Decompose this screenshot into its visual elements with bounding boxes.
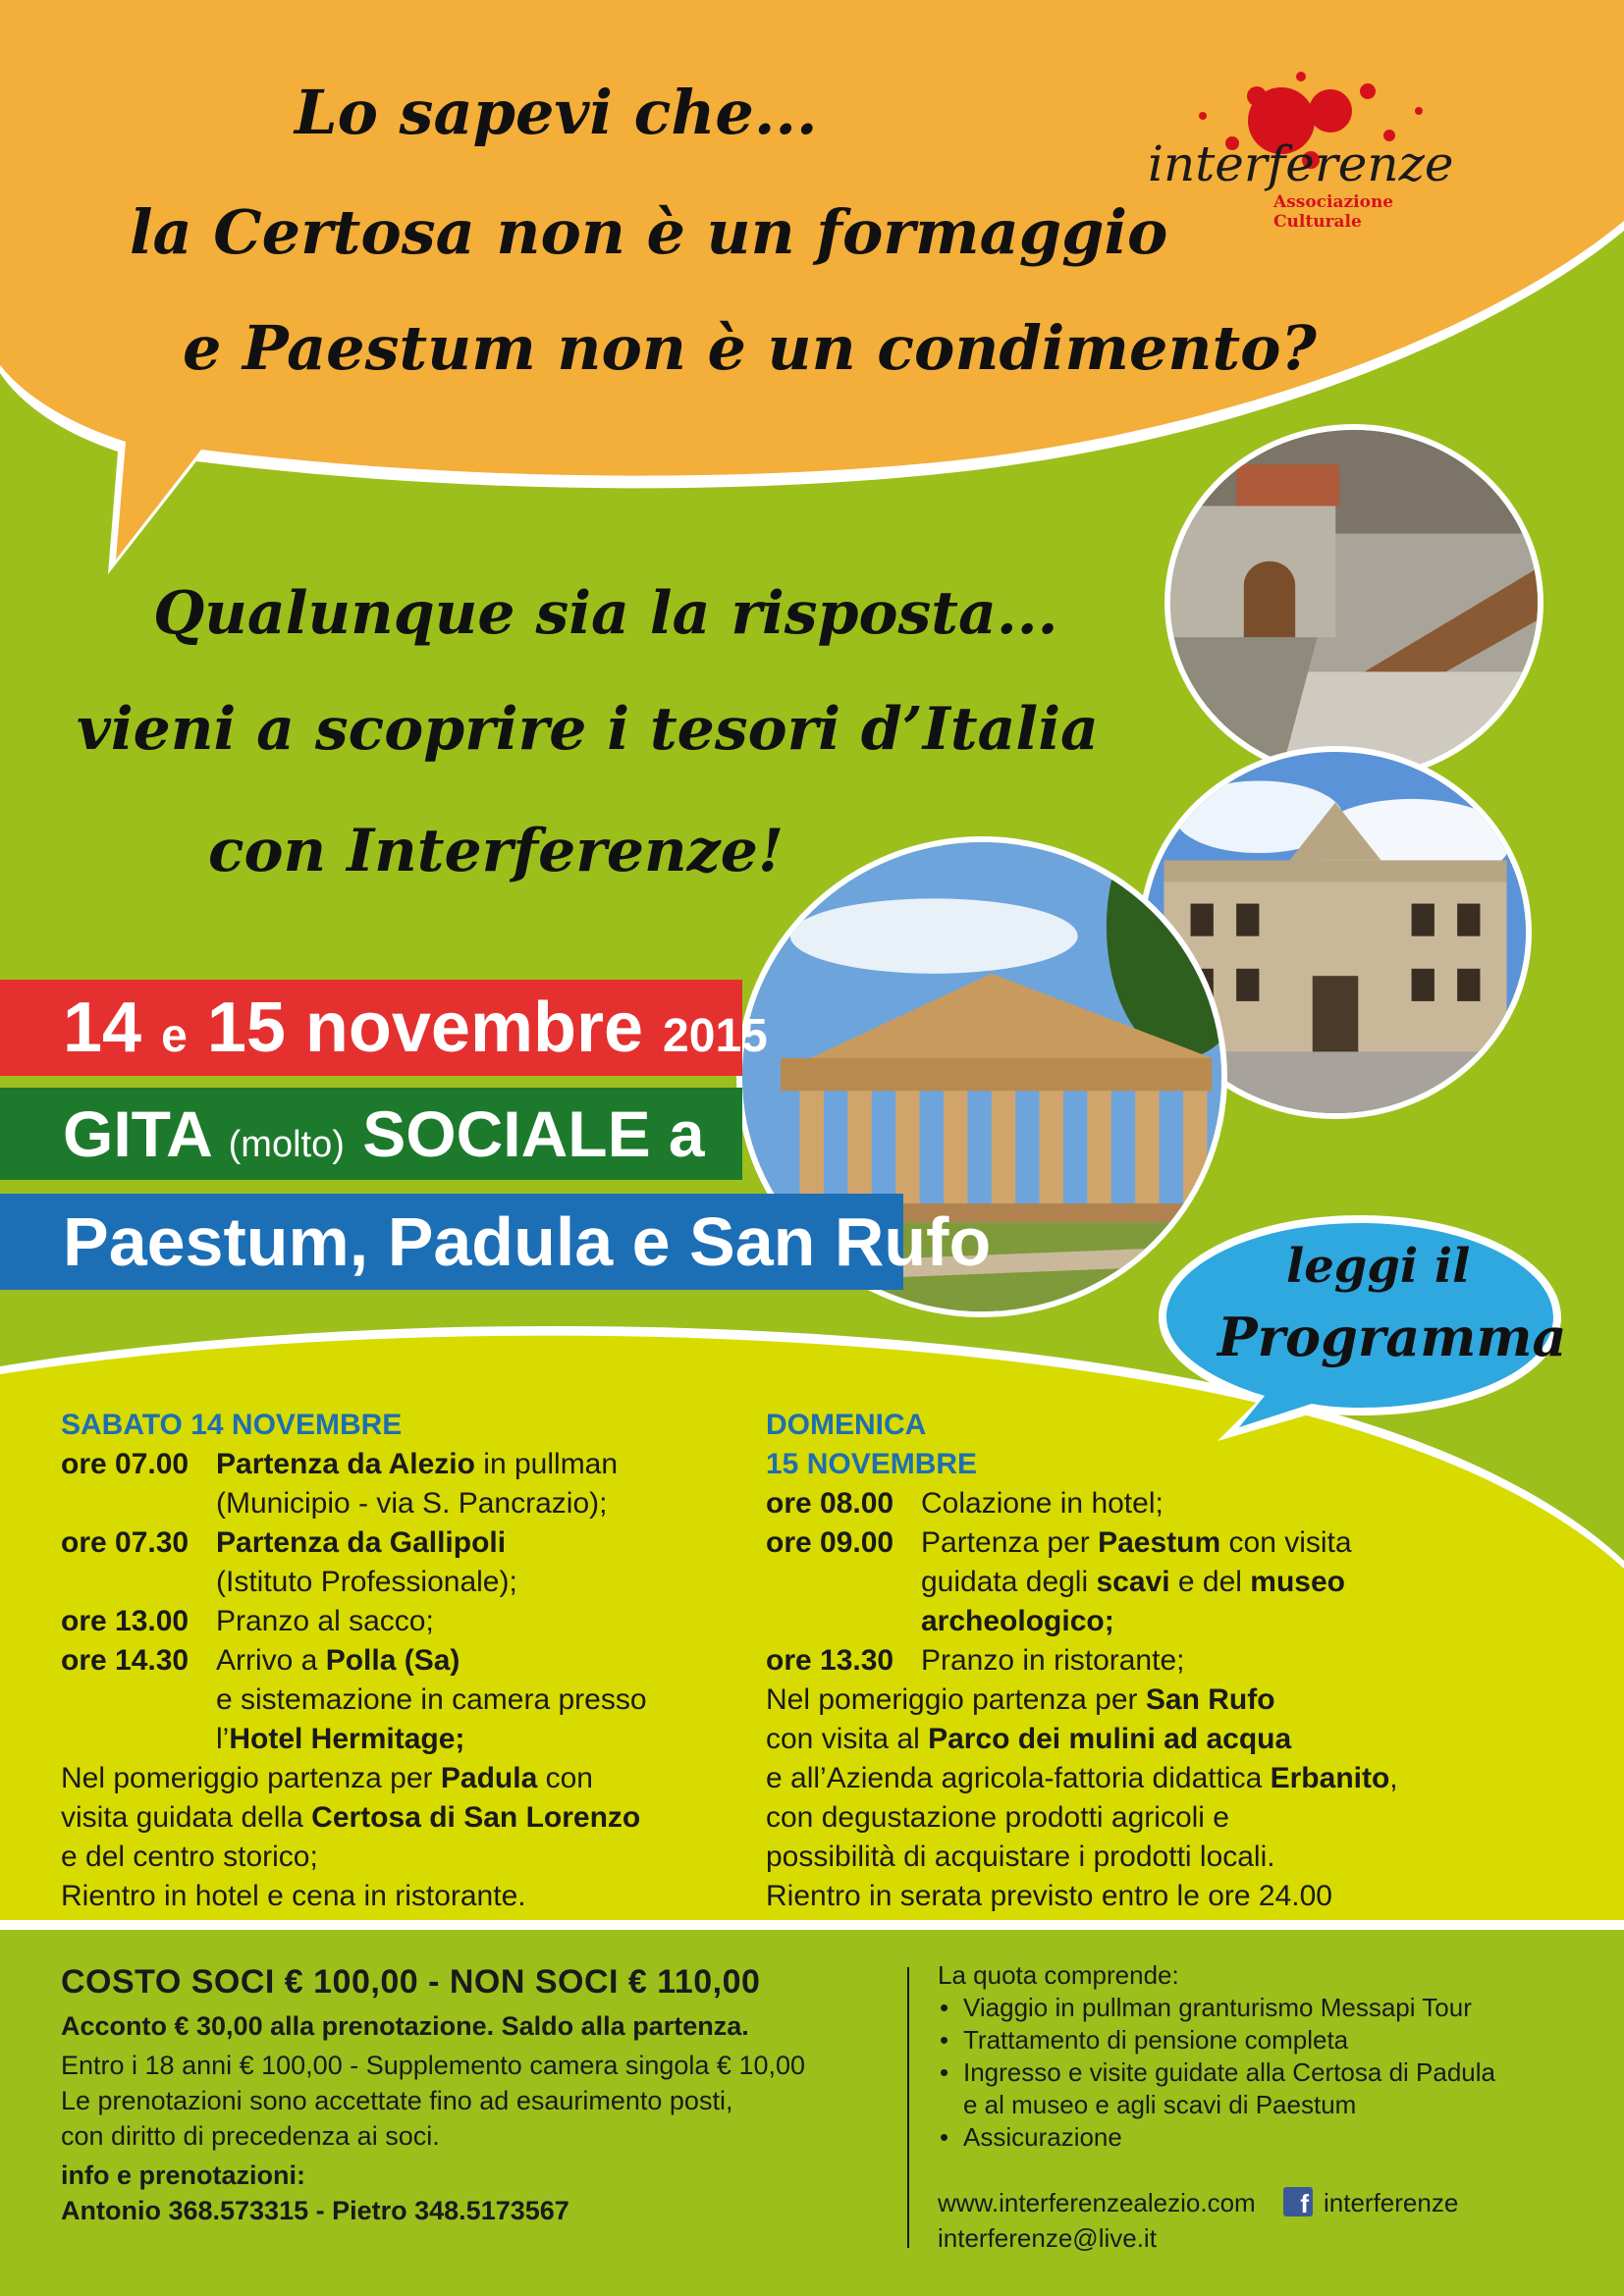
item-cont: (Municipio - via S. Pancrazio); [216, 1487, 608, 1520]
trip-gita: GITA [63, 1097, 211, 1170]
item-text: Colazione in hotel; [921, 1487, 1164, 1520]
item-cont-2: l’Hotel Hermitage; [216, 1723, 465, 1755]
trip-sociale: SOCIALE a [362, 1097, 705, 1170]
sunday-heading-1: DOMENICA [766, 1409, 927, 1441]
headline-line-1: Lo sapevi che... [295, 77, 818, 148]
contacts: Antonio 368.573315 - Pietro 348.5173567 [61, 2196, 569, 2225]
item-text: Pranzo al sacco; [216, 1605, 434, 1637]
facebook-icon[interactable]: f [1283, 2187, 1313, 2216]
photo-san-rufo-mills [1164, 424, 1543, 781]
includes-item-cont: e al museo e agli scavi di Paestum [963, 2090, 1357, 2119]
date-year: 2015 [663, 1010, 768, 1062]
sunday-para-4: con degustazione prodotti agricoli e [766, 1801, 1229, 1834]
programma-bubble-line-2: Programma [1218, 1306, 1567, 1368]
saturday-item [61, 1445, 729, 1523]
item-text: Pranzo in ristorante; [921, 1644, 1185, 1677]
headline-line-2: la Certosa non è un formaggio [130, 196, 1168, 268]
item-bold: Partenza da Gallipoli [216, 1526, 507, 1559]
item-bold: Polla (Sa) [325, 1644, 460, 1677]
date-band [0, 980, 768, 1076]
item-time: ore 07.00 [61, 1448, 189, 1480]
includes-item: • Ingresso e visite guidate alla Certosa di Padula [938, 2056, 1566, 2089]
saturday-para-2: visita guidata della Certosa di San Lorenzo [61, 1801, 641, 1834]
subheadline-line-2: vieni a scoprire i tesori d’Italia [77, 695, 1099, 764]
saturday-item [61, 1602, 729, 1641]
includes-item: • Viaggio in pullman granturismo Messapi Tour [938, 1992, 1566, 2024]
headline-line-3: e Paestum non è un condimento? [183, 312, 1317, 384]
costs-line-3: con diritto di precedenza ai soci. [61, 2121, 440, 2151]
saturday-para-3: e del centro storico; [61, 1841, 318, 1873]
date-day-1: 14 [63, 988, 142, 1067]
saturday-item [61, 1523, 729, 1602]
website-link[interactable]: www.interferenzealezio.com [938, 2188, 1256, 2217]
sunday-program [766, 1406, 1492, 1916]
logo-subtitle: Associazione Culturale [1273, 192, 1394, 232]
costs-section [61, 1959, 905, 2228]
includes-item: • Assicurazione [938, 2121, 1566, 2154]
sunday-heading-2: 15 NOVEMBRE [766, 1448, 978, 1480]
includes-title: La quota comprende: [938, 1960, 1179, 1990]
includes-section [938, 1959, 1566, 2154]
item-time: ore 13.00 [61, 1605, 189, 1637]
item-cont: (Istituto Professionale); [216, 1566, 517, 1598]
item-text: in pullman [474, 1448, 619, 1480]
sunday-para-1: Nel pomeriggio partenza per San Rufo [766, 1683, 1275, 1716]
facebook-link[interactable]: interferenze [1324, 2188, 1459, 2217]
info-label: info e prenotazioni: [61, 2161, 305, 2190]
sunday-item [766, 1484, 1492, 1523]
date-day-2-month: 15 novembre [206, 988, 644, 1067]
places-band [0, 1194, 992, 1290]
item-time: ore 14.30 [61, 1644, 189, 1677]
item-text: Arrivo a [216, 1644, 326, 1677]
trip-band [0, 1088, 742, 1180]
costs-acconto: Acconto € 30,00 alla prenotazione. Saldo alla partenza. [61, 2011, 749, 2041]
sunday-para-6: Rientro in serata previsto entro le ore 24.00 [766, 1880, 1332, 1912]
item-time: ore 13.30 [766, 1644, 894, 1677]
date-and: e [161, 1010, 188, 1062]
logo-name: interferenze [1148, 135, 1454, 192]
costs-line-1: Entro i 18 anni € 100,00 - Supplemento camera singola € 10,00 [61, 2051, 806, 2080]
includes-item: • Trattamento di pensione completa [938, 2024, 1566, 2056]
places-text: Paestum, Padula e San Rufo [63, 1203, 992, 1280]
item-bold: Partenza da Alezio [216, 1448, 475, 1480]
saturday-heading: SABATO 14 NOVEMBRE [61, 1409, 403, 1441]
trip-molto: (molto) [228, 1124, 345, 1165]
sunday-para-5: possibilità di acquistare i prodotti locali. [766, 1841, 1275, 1873]
item-time: ore 07.30 [61, 1526, 189, 1559]
email-link[interactable]: interferenze@live.it [938, 2223, 1157, 2253]
subheadline-line-1: Qualunque sia la risposta... [153, 579, 1058, 648]
saturday-para-4: Rientro in hotel e cena in ristorante. [61, 1880, 526, 1912]
sunday-item [766, 1641, 1492, 1681]
costs-line-2: Le prenotazioni sono accettate fino ad esaurimento posti, [61, 2086, 733, 2115]
costs-main: COSTO SOCI € 100,00 - NON SOCI € 110,00 [61, 1963, 761, 2001]
item-time: ore 08.00 [766, 1487, 894, 1520]
saturday-para-1: Nel pomeriggio partenza per Padula con [61, 1762, 593, 1794]
saturday-program [61, 1406, 729, 1916]
sunday-item: ore 09.00 Partenza per Paestum con visita guidata degli scavi e del museo archeologico; [766, 1523, 1492, 1641]
programma-bubble-line-1: leggi il [1286, 1239, 1471, 1294]
sunday-para-3: e all’Azienda agricola-fattoria didattica Erbanito, [766, 1762, 1398, 1794]
item-time: ore 09.00 [766, 1526, 894, 1559]
sunday-para-2: con visita al Parco dei mulini ad acqua [766, 1723, 1292, 1755]
item-cont: e sistemazione in camera presso [216, 1683, 647, 1716]
saturday-item [61, 1641, 729, 1759]
logo [1144, 57, 1478, 232]
subheadline-line-3: con Interferenze! [208, 817, 785, 885]
